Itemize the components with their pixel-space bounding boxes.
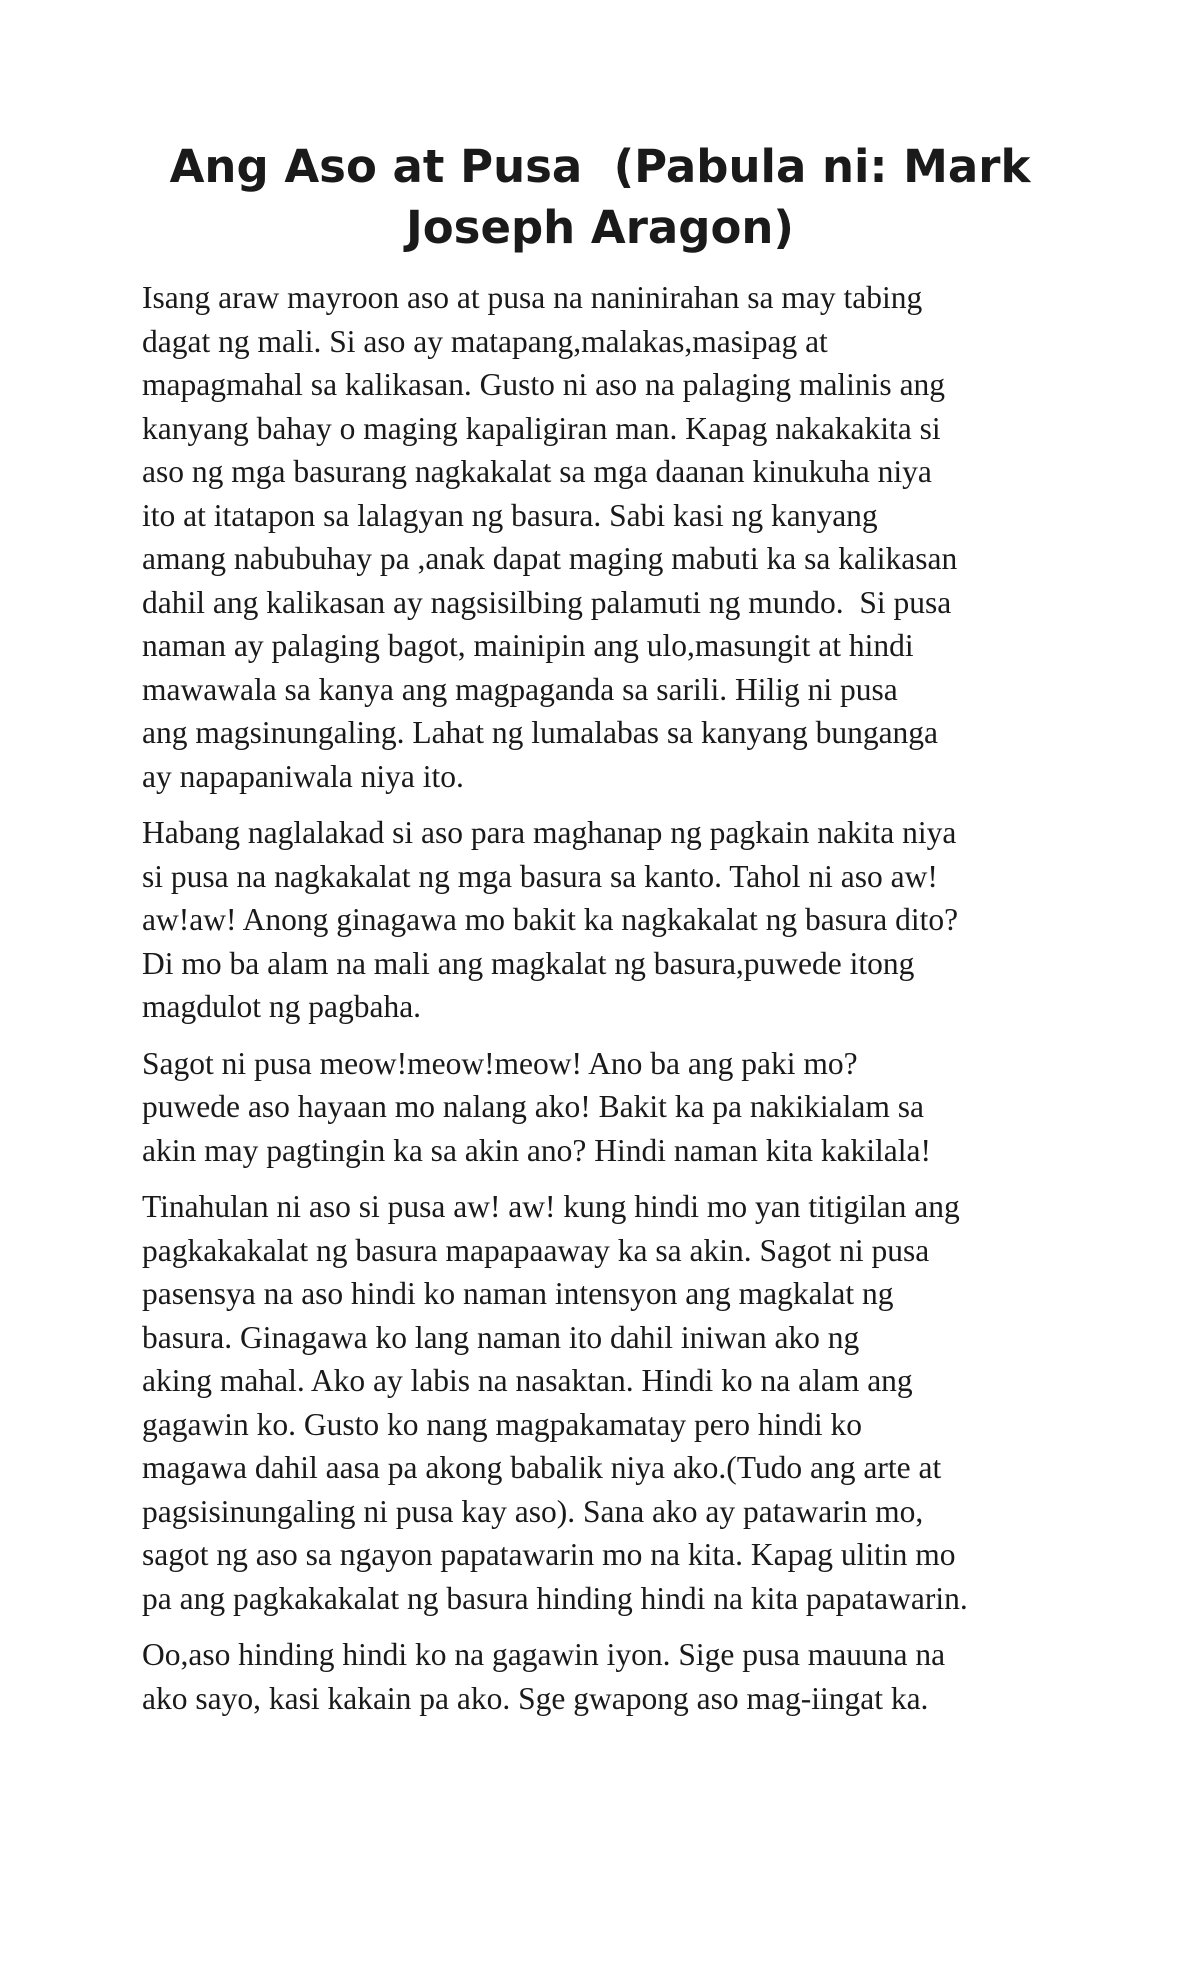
text-line: mawawala sa kanya ang magpaganda sa sarili. Hilig ni pusa bbox=[142, 671, 898, 707]
text-line: magawa dahil aasa pa akong babalik niya ako.(Tudo ang arte at bbox=[142, 1450, 942, 1485]
text-line: ito at itatapon sa lalagyan ng basura. Sabi kasi ng kanyang bbox=[142, 497, 878, 533]
document-title bbox=[130, 136, 1070, 258]
text-line: Isang araw mayroon aso at pusa na naninirahan sa may tabing bbox=[142, 280, 923, 315]
paragraph-5 bbox=[142, 1633, 1080, 1720]
text-line: aking mahal. Ako ay labis na nasaktan. Hindi ko na alam ang bbox=[142, 1363, 913, 1398]
text-line: kanyang bahay o maging kapaligiran man. Kapag nakakakita si bbox=[142, 410, 941, 446]
text-line: ako sayo, kasi kakain pa ako. Sge gwapong aso mag-iingat ka. bbox=[142, 1680, 929, 1716]
text-line: pagsisinungaling ni pusa kay aso). Sana ako ay patawarin mo, bbox=[142, 1493, 924, 1529]
paragraph-4 bbox=[142, 1185, 1080, 1620]
text-line: Tinahulan ni aso si pusa aw! aw! kung hindi mo yan titigilan ang bbox=[142, 1189, 960, 1224]
text-line: aso ng mga basurang nagkakalat sa mga daanan kinukuha niya bbox=[142, 454, 932, 489]
text-line: Di mo ba alam na mali ang magkalat ng basura,puwede itong bbox=[142, 945, 915, 981]
text-line: pa ang pagkakakalat ng basura hinding hindi na kita papatawarin. bbox=[142, 1580, 968, 1616]
text-line: dagat ng mali. Si aso ay matapang,malakas,masipag at bbox=[142, 323, 828, 359]
text-line: ang magsinungaling. Lahat ng lumalabas sa kanyang bunganga bbox=[142, 715, 939, 750]
text-line: Oo,aso hinding hindi ko na gagawin iyon. Sige pusa mauuna na bbox=[142, 1637, 946, 1672]
text-line: gagawin ko. Gusto ko nang magpakamatay pero hindi ko bbox=[142, 1406, 862, 1442]
text-line: magdulot ng pagbaha. bbox=[142, 989, 422, 1024]
text-line: aw!aw! Anong ginagawa mo bakit ka nagkakalat ng basura dito? bbox=[142, 902, 959, 937]
text-line: Sagot ni pusa meow!meow!meow! Ano ba ang paki mo? bbox=[142, 1045, 858, 1081]
story-body bbox=[142, 276, 1080, 1733]
paragraph-3 bbox=[142, 1042, 1080, 1173]
text-line: amang nabubuhay pa ,anak dapat maging mabuti ka sa kalikasan bbox=[142, 541, 958, 576]
text-line: mapagmahal sa kalikasan. Gusto ni aso na palaging malinis ang bbox=[142, 367, 946, 402]
text-line: akin may pagtingin ka sa akin ano? Hindi naman kita kakilala! bbox=[142, 1132, 932, 1168]
text-line: sagot ng aso sa ngayon papatawarin mo na kita. Kapag ulitin mo bbox=[142, 1537, 956, 1572]
paragraph-2 bbox=[142, 811, 1080, 1029]
text-line: naman ay palaging bagot, mainipin ang ulo,masungit at hindi bbox=[142, 628, 914, 663]
text-line: dahil ang kalikasan ay nagsisilbing palamuti ng mundo. Si pusa bbox=[142, 584, 952, 620]
paragraph-1 bbox=[142, 276, 1080, 798]
title-line-1: Ang Aso at Pusa (Pabula ni: Mark bbox=[169, 140, 1031, 193]
text-line: pagkakakalat ng basura mapapaaway ka sa akin. Sagot ni pusa bbox=[142, 1232, 930, 1268]
text-line: puwede aso hayaan mo nalang ako! Bakit ka pa nakikialam sa bbox=[142, 1089, 924, 1124]
title-line-2: Joseph Aragon) bbox=[406, 201, 794, 254]
text-line: Habang naglalakad si aso para maghanap ng pagkain nakita niya bbox=[142, 815, 957, 850]
text-line: si pusa na nagkakalat ng mga basura sa kanto. Tahol ni aso aw! bbox=[142, 858, 938, 894]
text-line: basura. Ginagawa ko lang naman ito dahil iniwan ako ng bbox=[142, 1319, 860, 1355]
text-line: ay napapaniwala niya ito. bbox=[142, 758, 464, 794]
text-line: pasensya na aso hindi ko naman intensyon ang magkalat ng bbox=[142, 1276, 894, 1311]
